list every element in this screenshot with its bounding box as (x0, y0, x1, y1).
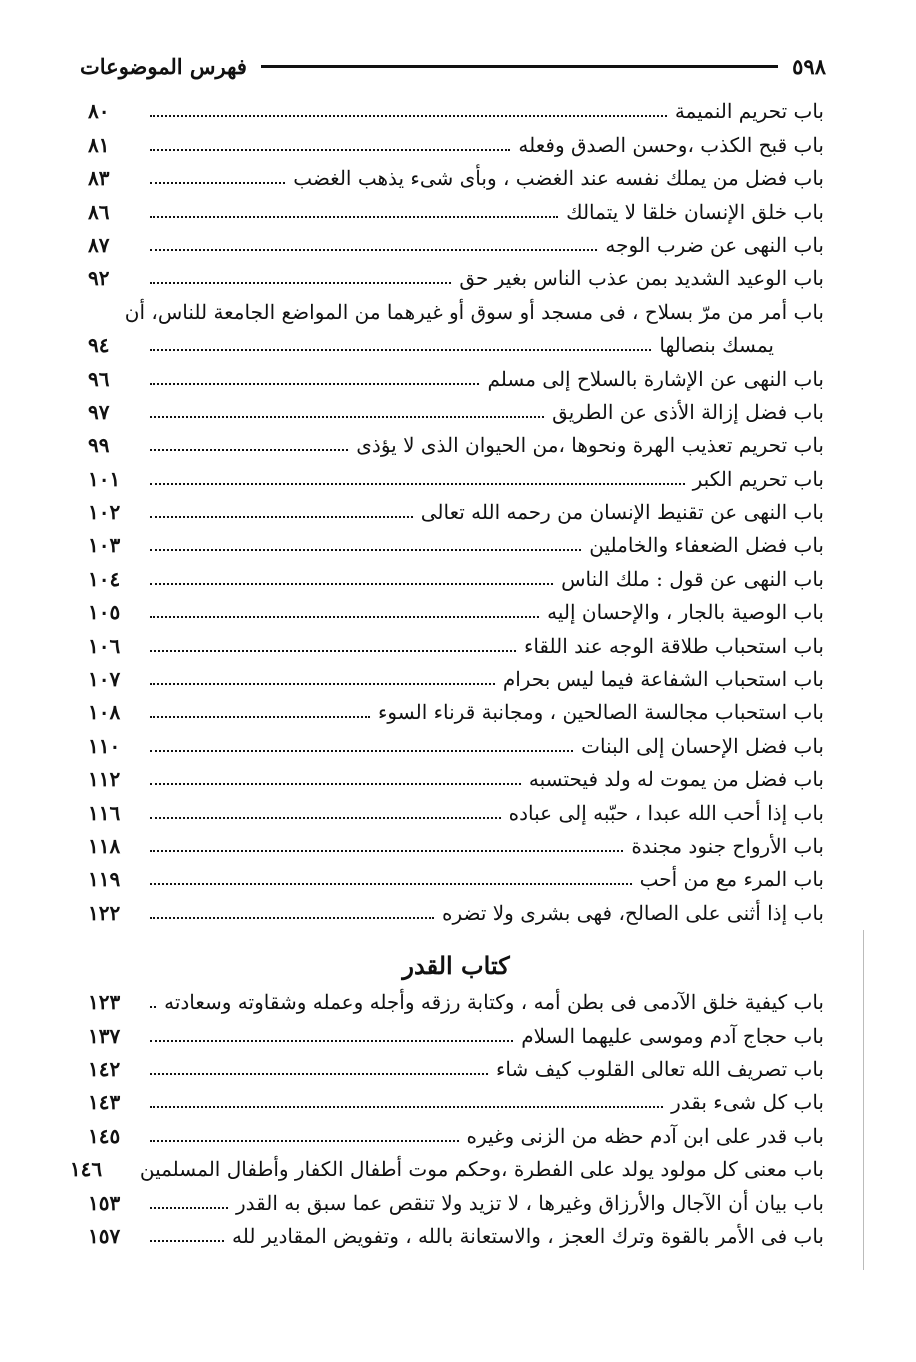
toc-entry (88, 125, 824, 158)
dot-leader (150, 1140, 459, 1142)
entry-title: باب قبح الكذب ،وحسن الصدق وفعله (518, 132, 824, 157)
entry-title: باب إذا أحب الله عبدا ، حبّبه إلى عباده (508, 800, 824, 825)
toc-entry (88, 1183, 824, 1216)
toc-entry (88, 426, 824, 459)
entry-page: ٩٢ (88, 266, 110, 291)
entry-page: ٨٠ (88, 99, 110, 124)
entry-page: ١٠٤ (88, 566, 121, 591)
entry-title: باب تحريم النميمة (674, 99, 824, 124)
toc-entry (88, 393, 824, 426)
dot-leader (150, 516, 413, 518)
entry-title: باب كيفية خلق الآدمى فى بطن أمه ، وكتابة رزقه وأجله وعمله وشقاوته وسعادته (164, 990, 824, 1015)
entry-title: باب الوصية بالجار ، والإحسان إليه (547, 600, 824, 625)
dot-leader (150, 1106, 663, 1108)
dot-leader (150, 182, 285, 184)
entry-title: باب بيان أن الآجال والأرزاق وغيرها ، لا تزيد ولا تنقص عما سبق به القدر (236, 1190, 824, 1215)
entry-page: ١٤٦ (69, 1157, 103, 1182)
dot-leader (150, 249, 597, 251)
entry-page: ٩٦ (88, 366, 110, 391)
entry-page: ٩٧ (88, 399, 110, 424)
toc-entry (88, 827, 824, 860)
section-title: كتاب القدر (402, 950, 510, 980)
entry-title: باب حجاج آدم وموسى عليهما السلام (521, 1023, 824, 1048)
dot-leader (150, 817, 501, 819)
toc-entry (88, 259, 824, 292)
dot-leader (150, 449, 348, 451)
entry-page: ١٠١ (88, 466, 121, 491)
dot-leader (150, 683, 495, 685)
entry-title: باب تصريف الله تعالى القلوب كيف شاء (496, 1056, 824, 1081)
dot-leader (150, 783, 521, 785)
entry-title: باب استحباب مجالسة الصالحين ، ومجانبة قرناء السوء (378, 700, 824, 725)
toc-entry (88, 760, 824, 793)
toc-entry (88, 860, 824, 893)
dot-leader (150, 716, 370, 718)
running-title: فهرس الموضوعات (80, 53, 247, 79)
entry-page: ١٢٣ (88, 990, 121, 1015)
entry-page: ١١٢ (88, 767, 121, 792)
toc-entry-multiline (88, 292, 824, 359)
toc-entry (88, 983, 824, 1016)
entry-page: ١٤٣ (88, 1090, 121, 1115)
toc-entry (88, 493, 824, 526)
entry-page: ٨٦ (88, 199, 110, 224)
entry-page: ١٠٨ (88, 700, 121, 725)
toc-entry (88, 559, 824, 592)
dot-leader (150, 583, 553, 585)
dot-leader (150, 1073, 488, 1075)
scan-margin-line (863, 930, 864, 1270)
entry-title: باب إذا أثنى على الصالح، فهى بشرى ولا تضره (441, 900, 824, 925)
page-header (80, 46, 826, 86)
toc-entry (88, 159, 824, 192)
toc-entry (88, 1016, 824, 1049)
dot-leader (150, 1006, 156, 1008)
entry-page: ١١٦ (88, 800, 121, 825)
entry-title-line2: يمسك بنصالها (659, 333, 774, 358)
entry-page: ١٠٦ (88, 633, 121, 658)
entry-page: ١٥٧ (88, 1223, 121, 1248)
dot-leader (150, 549, 581, 551)
dot-leader (150, 883, 632, 885)
entry-title: باب قدر على ابن آدم حظه من الزنى وغيره (466, 1123, 824, 1148)
toc-entry (88, 726, 824, 759)
entry-page: ١٣٧ (88, 1023, 121, 1048)
entry-title: باب النهى عن تقنيط الإنسان من رحمه الله تعالى (420, 500, 824, 525)
entry-page: ١٤٥ (88, 1123, 121, 1148)
header-rule (261, 65, 778, 68)
dot-leader (150, 383, 479, 385)
entry-title: باب تحريم تعذيب الهرة ونحوها ،من الحيوان الذى لا يؤذى (356, 433, 824, 458)
entry-page: ١٤٢ (88, 1056, 121, 1081)
toc-entry (88, 693, 824, 726)
entry-page: ٨٧ (88, 232, 110, 257)
entry-title: باب استحباب الشفاعة فيما ليس بحرام (502, 667, 824, 692)
toc-entry (88, 893, 824, 926)
entry-page: ١١٠ (88, 733, 121, 758)
entry-title: باب فضل من يملك نفسه عند الغضب ، وبأى شىء يذهب الغضب (293, 166, 824, 191)
dot-leader (150, 750, 573, 752)
dot-leader (150, 850, 623, 852)
entry-title: باب الأرواح جنود مجندة (631, 833, 824, 858)
entry-title: باب فضل من يموت له ولد فيحتسبه (528, 767, 824, 792)
entry-page: ١٢٢ (88, 900, 121, 925)
dot-leader (150, 1240, 224, 1242)
entry-page: ١٠٢ (88, 500, 121, 525)
entry-page: ٩٩ (88, 433, 110, 458)
entry-title: باب خلق الإنسان خلقا لا يتمالك (566, 199, 824, 224)
entry-page: ٩٤ (88, 333, 110, 358)
page-number: ٥٩٨ (792, 53, 826, 79)
entry-title: باب تحريم الكبر (692, 466, 824, 491)
toc-entry (69, 1150, 824, 1183)
dot-leader (150, 416, 544, 418)
toc-entry (88, 226, 824, 259)
toc-entry (88, 793, 824, 826)
entry-title: باب المرء مع من أحب (639, 867, 824, 892)
entry-title: باب الوعيد الشديد بمن عذب الناس بغير حق (459, 266, 824, 291)
entry-page: ١٠٥ (88, 600, 121, 625)
entry-page: ٨٣ (88, 166, 110, 191)
entry-page: ٨١ (88, 132, 110, 157)
dot-leader (150, 1207, 228, 1209)
entry-title: باب فى الأمر بالقوة وترك العجز ، والاستعانة بالله ، وتفويض المقادير لله (232, 1223, 824, 1248)
entry-title: باب فضل الإحسان إلى البنات (581, 733, 824, 758)
entry-title: باب معنى كل مولود يولد على الفطرة ،وحكم موت أطفال الكفار وأطفال المسلمين (139, 1157, 824, 1182)
toc-entry (88, 1116, 824, 1149)
toc-entry (88, 1083, 824, 1116)
toc-entry-continuation (88, 326, 824, 359)
entry-title: باب النهى عن ضرب الوجه (605, 232, 824, 257)
dot-leader (150, 216, 558, 218)
toc-entry (88, 192, 824, 225)
entry-title-line1: باب أمر من مرّ بسلاح ، فى مسجد أو سوق أو غيرهما من المواضع الجامعة للناس، أن (124, 299, 824, 324)
toc-entry (88, 526, 824, 559)
toc-entry (88, 92, 824, 125)
entry-page: ١٥٣ (88, 1190, 121, 1215)
toc-list-part1 (69, 92, 824, 1250)
toc-entry (88, 593, 824, 626)
dot-leader (150, 917, 434, 919)
entry-title: باب فضل الضعفاء والخاملين (589, 533, 824, 558)
dot-leader (150, 282, 451, 284)
entry-title: باب فضل إزالة الأذى عن الطريق (552, 399, 824, 424)
toc-entry (88, 1217, 824, 1250)
dot-leader (150, 115, 667, 117)
entry-title: باب النهى عن الإشارة بالسلاح إلى مسلم (487, 366, 824, 391)
dot-leader (150, 616, 539, 618)
dot-leader (150, 483, 685, 485)
entry-title: باب استحباب طلاقة الوجه عند اللقاء (523, 633, 824, 658)
dot-leader (150, 650, 516, 652)
toc-entry (88, 1050, 824, 1083)
entry-page: ١١٩ (88, 867, 121, 892)
toc-entry (88, 359, 824, 392)
toc-entry (88, 459, 824, 492)
entry-title: باب كل شىء بقدر (671, 1090, 824, 1115)
entry-title: باب النهى عن قول : ملك الناس (561, 566, 824, 591)
entry-page: ١٠٧ (88, 667, 121, 692)
entry-page: ١٠٣ (88, 533, 121, 558)
dot-leader (150, 349, 651, 351)
dot-leader (150, 149, 510, 151)
toc-entry (88, 626, 824, 659)
dot-leader (150, 1040, 513, 1042)
entry-page: ١١٨ (88, 833, 121, 858)
toc-entry (88, 660, 824, 693)
